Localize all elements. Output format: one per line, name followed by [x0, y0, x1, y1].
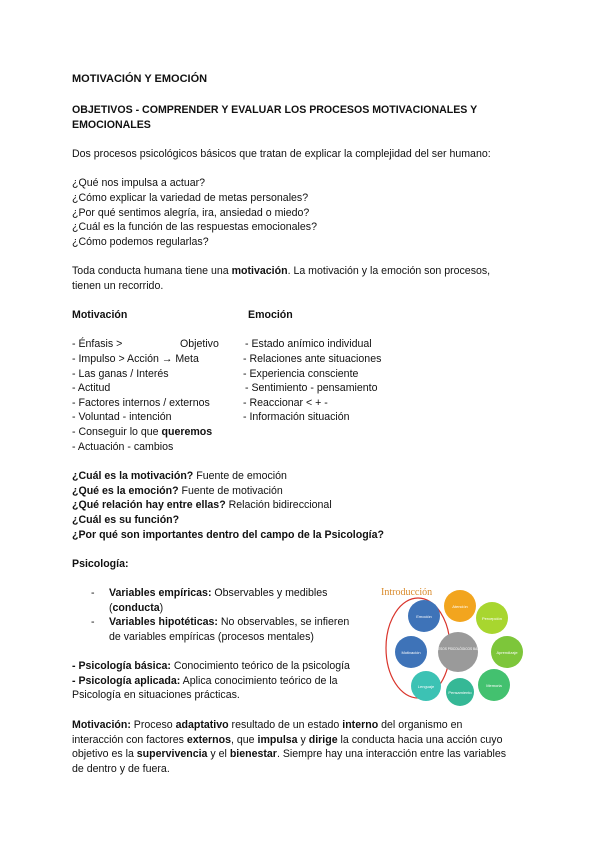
qa-question: ¿Cuál es su función?	[72, 514, 180, 526]
diagram-label-emocion: Emoción	[416, 614, 432, 619]
motivacion-item: - Voluntad - intención	[72, 411, 172, 423]
diagram-center-label: PROCESOS PSICOLÓGICOS BÁSICOS	[428, 647, 488, 651]
emocion-item: - Relaciones ante situaciones	[243, 353, 382, 365]
document-title: MOTIVACIÓN Y EMOCIÓN	[72, 73, 208, 85]
paren-open: (	[109, 602, 113, 614]
question-item: ¿Qué nos impulsa a actuar?	[72, 177, 206, 189]
qa-answer: Fuente de emoción	[193, 470, 287, 482]
conduct-paragraph-line-2: tienen un recorrido.	[72, 280, 164, 292]
psicologia-basica-text: Conocimiento teórico de la psicología	[170, 660, 350, 672]
psicologia-heading: Psicología:	[72, 558, 129, 570]
diagram-label-pensamiento: Pensamiento	[448, 690, 472, 695]
motivacion-definition-line-4: de dentro y de fuera.	[72, 763, 170, 775]
def-text: , que	[231, 734, 258, 746]
qa-line	[72, 484, 283, 499]
def-bold: dirige	[308, 734, 338, 746]
procesos-psicologicos-diagram	[378, 582, 534, 707]
emocion-item: - Experiencia consciente	[243, 368, 359, 380]
diagram-label-motivacion: Motivación	[401, 650, 421, 655]
motivacion-item-conseguir	[72, 425, 212, 440]
objectives-line-1: OBJETIVOS - COMPRENDER Y EVALUAR LOS PROCESOS MOTIVACIONALES Y	[72, 104, 478, 116]
conduct-bold: motivación	[231, 265, 288, 277]
def-text: objetivo es la	[72, 748, 137, 760]
psicologia-aplicada-label: - Psicología aplicada:	[72, 675, 181, 687]
emocion-item: - Estado anímico individual	[245, 338, 372, 350]
motivacion-definition-line-1	[72, 718, 462, 733]
qa-question: ¿Por qué son importantes dentro del campo de la Psicología?	[72, 529, 384, 541]
list-dash: -	[91, 616, 95, 628]
diagram-label-atencion: Atención	[452, 604, 468, 609]
def-text: y	[297, 734, 309, 746]
qa-answer: Relación bidireccional	[225, 499, 332, 511]
variables-empiricas-label: Variables empíricas:	[109, 587, 212, 599]
emocion-item: - Información situación	[243, 411, 350, 423]
psicologia-aplicada-line-2: Psicología en situaciones prácticas.	[72, 689, 240, 701]
def-bold: bienestar	[229, 748, 277, 760]
conseguir-bold: queremos	[161, 426, 213, 438]
motivacion-item: - Énfasis >	[72, 338, 123, 350]
def-text: resultado de un estado	[228, 719, 343, 731]
qa-question: ¿Qué es la emoción?	[72, 485, 179, 497]
motivacion-column-header: Motivación	[72, 309, 128, 321]
qa-line	[72, 469, 287, 484]
objectives-line-2: EMOCIONALES	[72, 119, 151, 131]
def-bold: adaptativo	[175, 719, 229, 731]
variables-hipoteticas-text: No observables, se infieren	[217, 616, 350, 628]
motivacion-item: - Factores internos / externos	[72, 397, 210, 409]
qa-question: ¿Qué relación hay entre ellas?	[72, 499, 226, 511]
diagram-label-memoria: Memoria	[486, 683, 502, 688]
def-text: interacción con factores	[72, 734, 187, 746]
conduct-text: Toda conducta humana tiene una	[72, 265, 232, 277]
def-text: . Siempre hay una interacción entre las variables	[276, 748, 507, 760]
motivacion-item: - Actitud	[72, 382, 111, 394]
question-item: ¿Por qué sentimos alegría, ira, ansiedad o miedo?	[72, 207, 310, 219]
qa-line	[72, 498, 332, 513]
diagram-label-percepcion: Percepción	[481, 616, 503, 621]
question-item: ¿Cómo explicar la variedad de metas personales?	[72, 192, 309, 204]
variables-hipoteticas-label: Variables hipotéticas:	[109, 616, 218, 628]
variables-empiricas-text: Observables y medibles	[211, 587, 328, 599]
qa-line	[72, 528, 384, 543]
def-text: del organismo en	[378, 719, 463, 731]
def-bold: impulsa	[257, 734, 298, 746]
variables-empiricas-line-2	[109, 601, 163, 616]
motivacion-definition-line-3	[72, 747, 506, 762]
variables-empiricas-line-1	[109, 586, 327, 601]
question-item: ¿Cuál es la función de las respuestas emocionales?	[72, 221, 317, 233]
conduct-text: . La motivación y la emoción son procesos,	[287, 265, 491, 277]
motivacion-definition-line-2	[72, 733, 503, 748]
conducta-bold: conducta	[112, 602, 160, 614]
emocion-item: - Sentimiento - pensamiento	[245, 382, 378, 394]
psicologia-basica	[72, 659, 350, 674]
variables-hipoteticas-line-2: de variables empíricas (procesos mentales)	[109, 631, 314, 643]
conseguir-text: - Conseguir lo que	[72, 426, 162, 438]
paren-close: )	[159, 602, 164, 614]
psicologia-basica-label: - Psicología básica:	[72, 660, 171, 672]
diagram-center-circle	[438, 632, 478, 672]
diagram-label-lenguaje: Lenguaje	[417, 684, 435, 689]
intro-paragraph: Dos procesos psicológicos básicos que tratan de explicar la complejidad del ser humano:	[72, 148, 491, 160]
def-bold: interno	[342, 719, 379, 731]
motivacion-item: - Impulso > Acción → Meta	[72, 353, 199, 365]
motivacion-objetivo-label: Objetivo	[180, 338, 219, 350]
motivacion-item: - Actuación - cambios	[72, 441, 174, 453]
def-text: la conducta hacia una acción cuyo	[337, 734, 503, 746]
qa-answer: Fuente de motivación	[178, 485, 283, 497]
diagram-label-aprendizaje: Aprendizaje	[496, 650, 518, 655]
question-item: ¿Cómo podemos regularlas?	[72, 236, 209, 248]
def-text: y el	[207, 748, 230, 760]
emocion-column-header: Emoción	[248, 309, 293, 321]
def-bold: supervivencia	[136, 748, 208, 760]
psicologia-aplicada	[72, 674, 338, 689]
emocion-item: - Reaccionar < + -	[243, 397, 328, 409]
def-text: Proceso	[130, 719, 176, 731]
conduct-paragraph-line-1	[72, 264, 490, 279]
psicologia-aplicada-text: Aplica conocimiento teórico de la	[180, 675, 338, 687]
motivacion-item: - Las ganas / Interés	[72, 368, 169, 380]
qa-question: ¿Cuál es la motivación?	[72, 470, 194, 482]
list-dash: -	[91, 587, 95, 599]
def-bold: Motivación:	[72, 719, 131, 731]
variables-hipoteticas-line-1	[109, 615, 349, 630]
diagram-title: Introducción	[381, 587, 433, 598]
qa-line	[72, 513, 179, 528]
def-bold: externos	[186, 734, 231, 746]
